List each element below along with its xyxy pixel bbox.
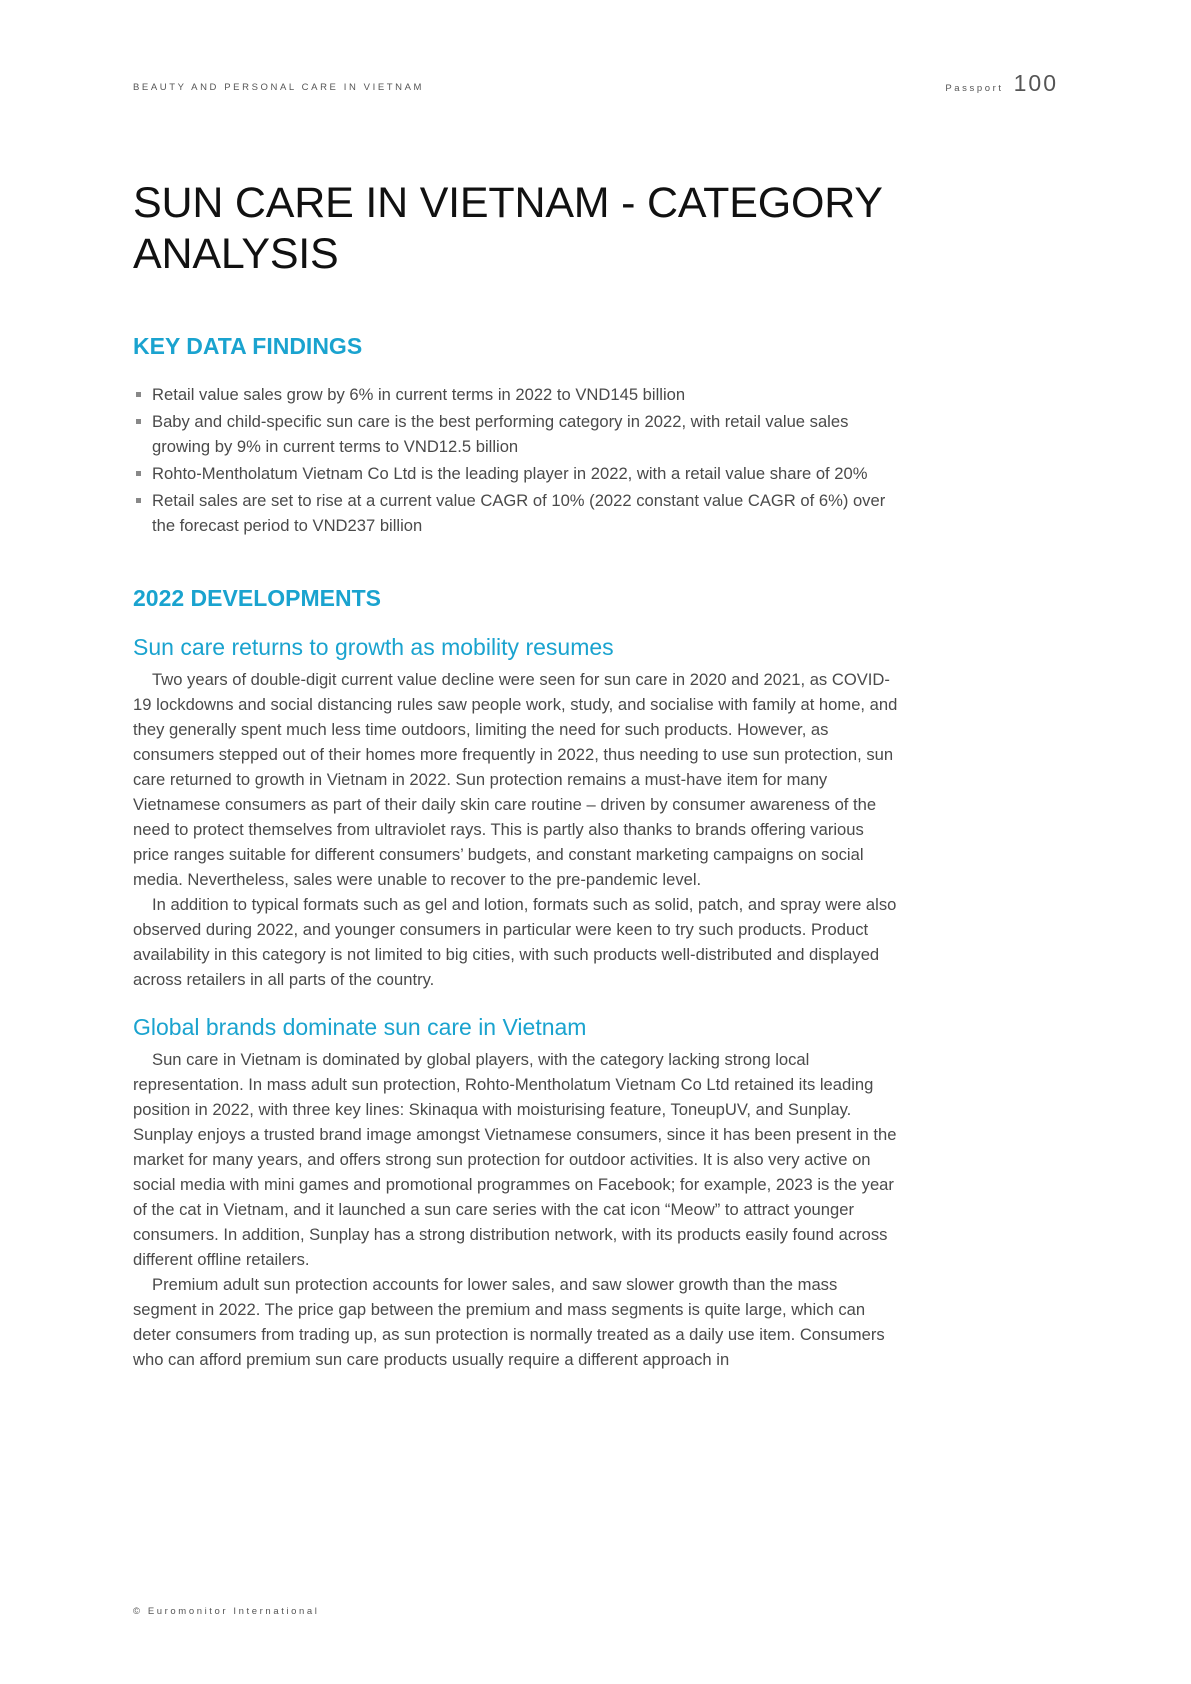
body-paragraph: Two years of double-digit current value decline were seen for sun care in 2020 and 2021, as COVID-19 lockdowns and social distancing rules saw people work, study, and socialise with family at home, and they generally spent much less time outdoors, limiting the need for such products. However, as consumers stepped out of their homes more frequently in 2022, thus needing to use sun protection, sun care returned to growth in Vietnam in 2022. Sun protection remains a must-have item for many Vietnamese consumers as part of their daily skin care routine – driven by consumer awareness of the need to protect themselves from ultraviolet rays. This is partly also thanks to brands offering various price ranges suitable for different consumers’ budgets, and constant marketing campaigns on social media. Nevertheless, sales were unable to recover to the pre-pandemic level. [133,670,898,889]
section-subheading: Sun care returns to growth as mobility resumes [133,634,614,660]
list-item: Retail value sales grow by 6% in current terms in 2022 to VND145 billion [133,382,903,407]
section-subheading: Global brands dominate sun care in Vietnam [133,1014,587,1040]
developments-heading: 2022 DEVELOPMENTS [133,585,381,611]
page-number: 100 [1013,70,1058,96]
page-indicator [945,70,1058,97]
list-item: Retail sales are set to rise at a current value CAGR of 10% (2022 constant value CAGR of 6%) over the forecast period to VND237 billion [133,488,903,538]
page-title: SUN CARE IN VIETNAM - CATEGORY ANALYSIS [133,179,882,278]
body-paragraph: In addition to typical formats such as gel and lotion, formats such as solid, patch, and spray were also observed during 2022, and younger consumers in particular were keen to try such products. Product availability in this category is not limited to big cities, with such products well-distributed and displayed across retailers in all parts of the country. [133,895,897,989]
copyright-footer: © Euromonitor International [133,1606,320,1617]
list-item: Baby and child-specific sun care is the best performing category in 2022, with retail value sales growing by 9% in current terms to VND12.5 billion [133,409,903,459]
running-header: BEAUTY AND PERSONAL CARE IN VIETNAM [133,82,425,93]
body-paragraph: Sun care in Vietnam is dominated by global players, with the category lacking strong local representation. In mass adult sun protection, Rohto-Mentholatum Vietnam Co Ltd retained its leading position in 2022, with three key lines: Skinaqua with moisturising feature, ToneupUV, and Sunplay. Sunplay enjoys a trusted brand image amongst Vietnamese consumers, since it has been present in the market for many years, and offers strong sun protection for outdoor activities. It is also very active on social media with mini games and promotional programmes on Facebook; for example, 2023 is the year of the cat in Vietnam, and it launched a sun care series with the cat icon “Meow” to attract younger consumers. In addition, Sunplay has a strong distribution network, with its products easily found across different offline retailers. [133,1050,897,1269]
body-paragraph: Premium adult sun protection accounts for lower sales, and saw slower growth than the mass segment in 2022. The price gap between the premium and mass segments is quite large, which can deter consumers from trading up, as sun protection is normally treated as a daily use item. Consumers who can afford premium sun care products usually require a different approach in [133,1275,885,1369]
key-findings-list [133,382,903,538]
key-findings-heading: KEY DATA FINDINGS [133,333,363,359]
passport-label: Passport [945,83,1004,94]
page-content [133,178,903,1372]
list-item: Rohto-Mentholatum Vietnam Co Ltd is the leading player in 2022, with a retail value share of 20% [133,461,903,486]
